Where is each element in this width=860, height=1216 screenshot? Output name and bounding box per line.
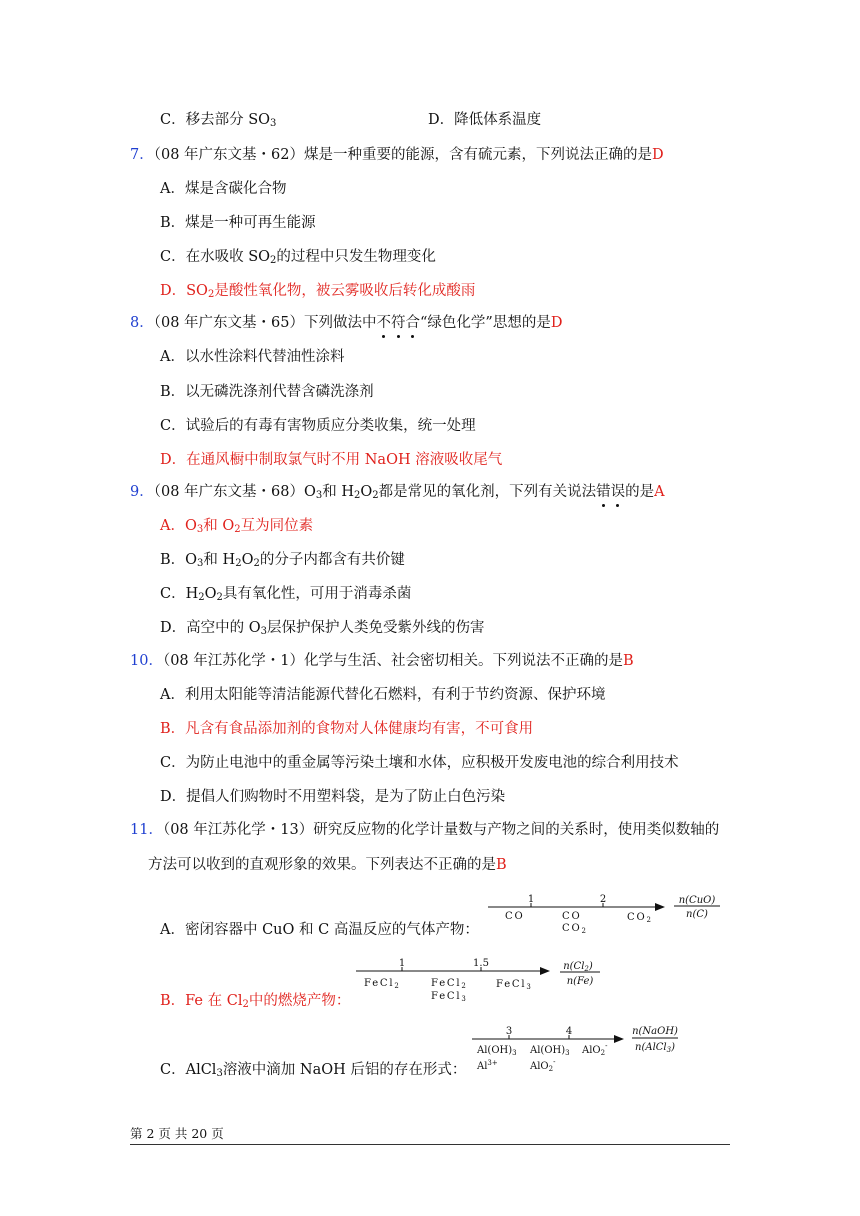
q8-option-d: D．在通风橱中制取氯气时不用 NaOH 溶液吸收尾气	[160, 452, 503, 468]
q9-option-b: B．$O_3$和 $H_2O_2$的分子内都含有共价键	[160, 552, 405, 569]
q11-option-b: B．Fe 在 $Cl_2$中的燃烧产物：	[160, 993, 351, 1010]
q10-answer: B	[623, 653, 634, 669]
axis-c-tick-label-1: 3	[505, 1026, 513, 1037]
q7-option-c: C．在水吸收 $SO_2$的过程中只发生物理变化	[160, 249, 436, 266]
q7-option-a: A．煤是含碳化合物	[160, 181, 287, 197]
axis-a-region-3: $CO_2$	[627, 912, 653, 924]
q8-option-c: C．试验后的有毒有害物质应分类收集，统一处理	[160, 418, 476, 434]
axis-a-region-1: CO	[505, 911, 525, 922]
axis-c-region-1b: $Al^{3+}$	[477, 1059, 498, 1072]
axis-b-region-2: FeCl$_2$	[431, 978, 468, 990]
q8-option-b: B．以无磷洗涤剂代替含磷洗涤剂	[160, 384, 374, 400]
q11-option-c: C．AlCl$_3$溶液中滴加 NaOH 后铝的存在形式：	[160, 1062, 467, 1079]
axis-c-arrow-icon	[614, 1035, 624, 1043]
footer-divider	[130, 1144, 730, 1145]
axis-c-region-3: AlO$_2$-	[582, 1042, 608, 1057]
q7-option-b: B．煤是一种可再生能源	[160, 215, 316, 231]
q10-option-a: A．利用太阳能等清洁能源代替化石燃料，有利于节约资源、保护环境	[160, 687, 606, 703]
q9-option-c: C．$H_2O_2$具有氧化性，可用于消毒杀菌	[160, 586, 412, 603]
q10-stem: 10．（08 年江苏化学・1）化学与生活、社会密切相关。下列说法不正确的是B	[130, 653, 634, 669]
axis-a-ratio-numerator: n(CuO)	[678, 895, 716, 906]
axis-c-region-1: $Al(OH)_3$	[477, 1045, 517, 1057]
axis-b-tick-label-1: 1	[398, 958, 406, 969]
q9-option-d: D．高空中的 $O_3$层保护保护人类免受紫外线的伤害	[160, 620, 485, 637]
q8-option-a: A．以水性涂料代替油性涂料	[160, 349, 345, 365]
axis-c-ratio-numerator: n(NaOH)	[632, 1026, 678, 1037]
q6-option-d: D．降低体系温度	[428, 112, 542, 128]
axis-c-tick-label-2: 4	[565, 1026, 573, 1037]
q8-answer: D	[550, 315, 563, 331]
q9-answer: A	[654, 484, 665, 500]
axis-b-region-2b: FeCl$_3$	[431, 991, 468, 1003]
q9-stem: 9．（08 年广东文基・$68)O_3$和 $H_2O_2$都是常见的氧化剂，下列有关说法错误的是A	[130, 484, 665, 501]
axis-c-ratio-denominator: n(AlCl$_3$)	[635, 1042, 675, 1054]
axis-b-ratio-denominator: n(Fe)	[566, 976, 594, 987]
q8-stem: 8．（08 年广东文基・65）下列做法中不符合“绿色化学”思想的是D	[130, 315, 563, 331]
axis-c-region-2b: AlO$_2$-	[530, 1058, 556, 1073]
axis-b-region-1: FeCl$_2$	[364, 978, 401, 990]
axis-a-tick-label-1: 1	[527, 894, 535, 905]
axis-b-tick-label-2: 1.5	[473, 958, 489, 969]
q9-option-a: A．$O_3$和 $O_2$互为同位素	[160, 518, 314, 535]
axis-a-ratio-denominator: n(C)	[686, 909, 708, 920]
q10-option-d: D．提倡人们购物时不用塑料袋，是为了防止白色污染	[160, 789, 506, 805]
q11-stem-line1: 11．（08 年江苏化学・13）研究反应物的化学计量数与产物之间的关系时，使用类似数轴的	[130, 822, 720, 838]
axis-c-region-2: $Al(OH)_3$	[530, 1045, 570, 1057]
q11-answer: B	[496, 857, 507, 873]
q11-stem-line2: 方法可以收到的直观形象的效果。下列表达不正确的是B	[148, 857, 507, 873]
q10-option-c: C．为防止电池中的重金属等污染土壤和水体，应积极开发废电池的综合利用技术	[160, 755, 679, 771]
axis-b-ratio-numerator: $n(Cl_2)$	[563, 961, 593, 973]
axis-a-region-2: CO	[562, 911, 582, 922]
q11-option-a: A．密闭容器中 CuO 和 C 高温反应的气体产物：	[160, 922, 479, 938]
axis-b-region-3: FeCl$_3$	[496, 979, 533, 991]
page-footer: 第 2 页 共 20 页	[130, 1126, 224, 1141]
axis-a-tick-label-2: 2	[599, 894, 607, 905]
q10-option-b: B．凡含有食品添加剂的食物对人体健康均有害，不可食用	[160, 721, 534, 737]
axis-a-region-2b: $CO_2$	[562, 923, 588, 935]
q6-option-c: C．移去部分 $SO_3$	[160, 112, 277, 129]
q7-answer: D	[652, 147, 664, 163]
q7-option-d: D．$SO_2$是酸性氧化物，被云雾吸收后转化成酸雨	[160, 283, 476, 300]
q7-stem: 7．（08 年广东文基・62）煤是一种重要的能源，含有硫元素，下列说法正确的是D	[130, 147, 664, 163]
